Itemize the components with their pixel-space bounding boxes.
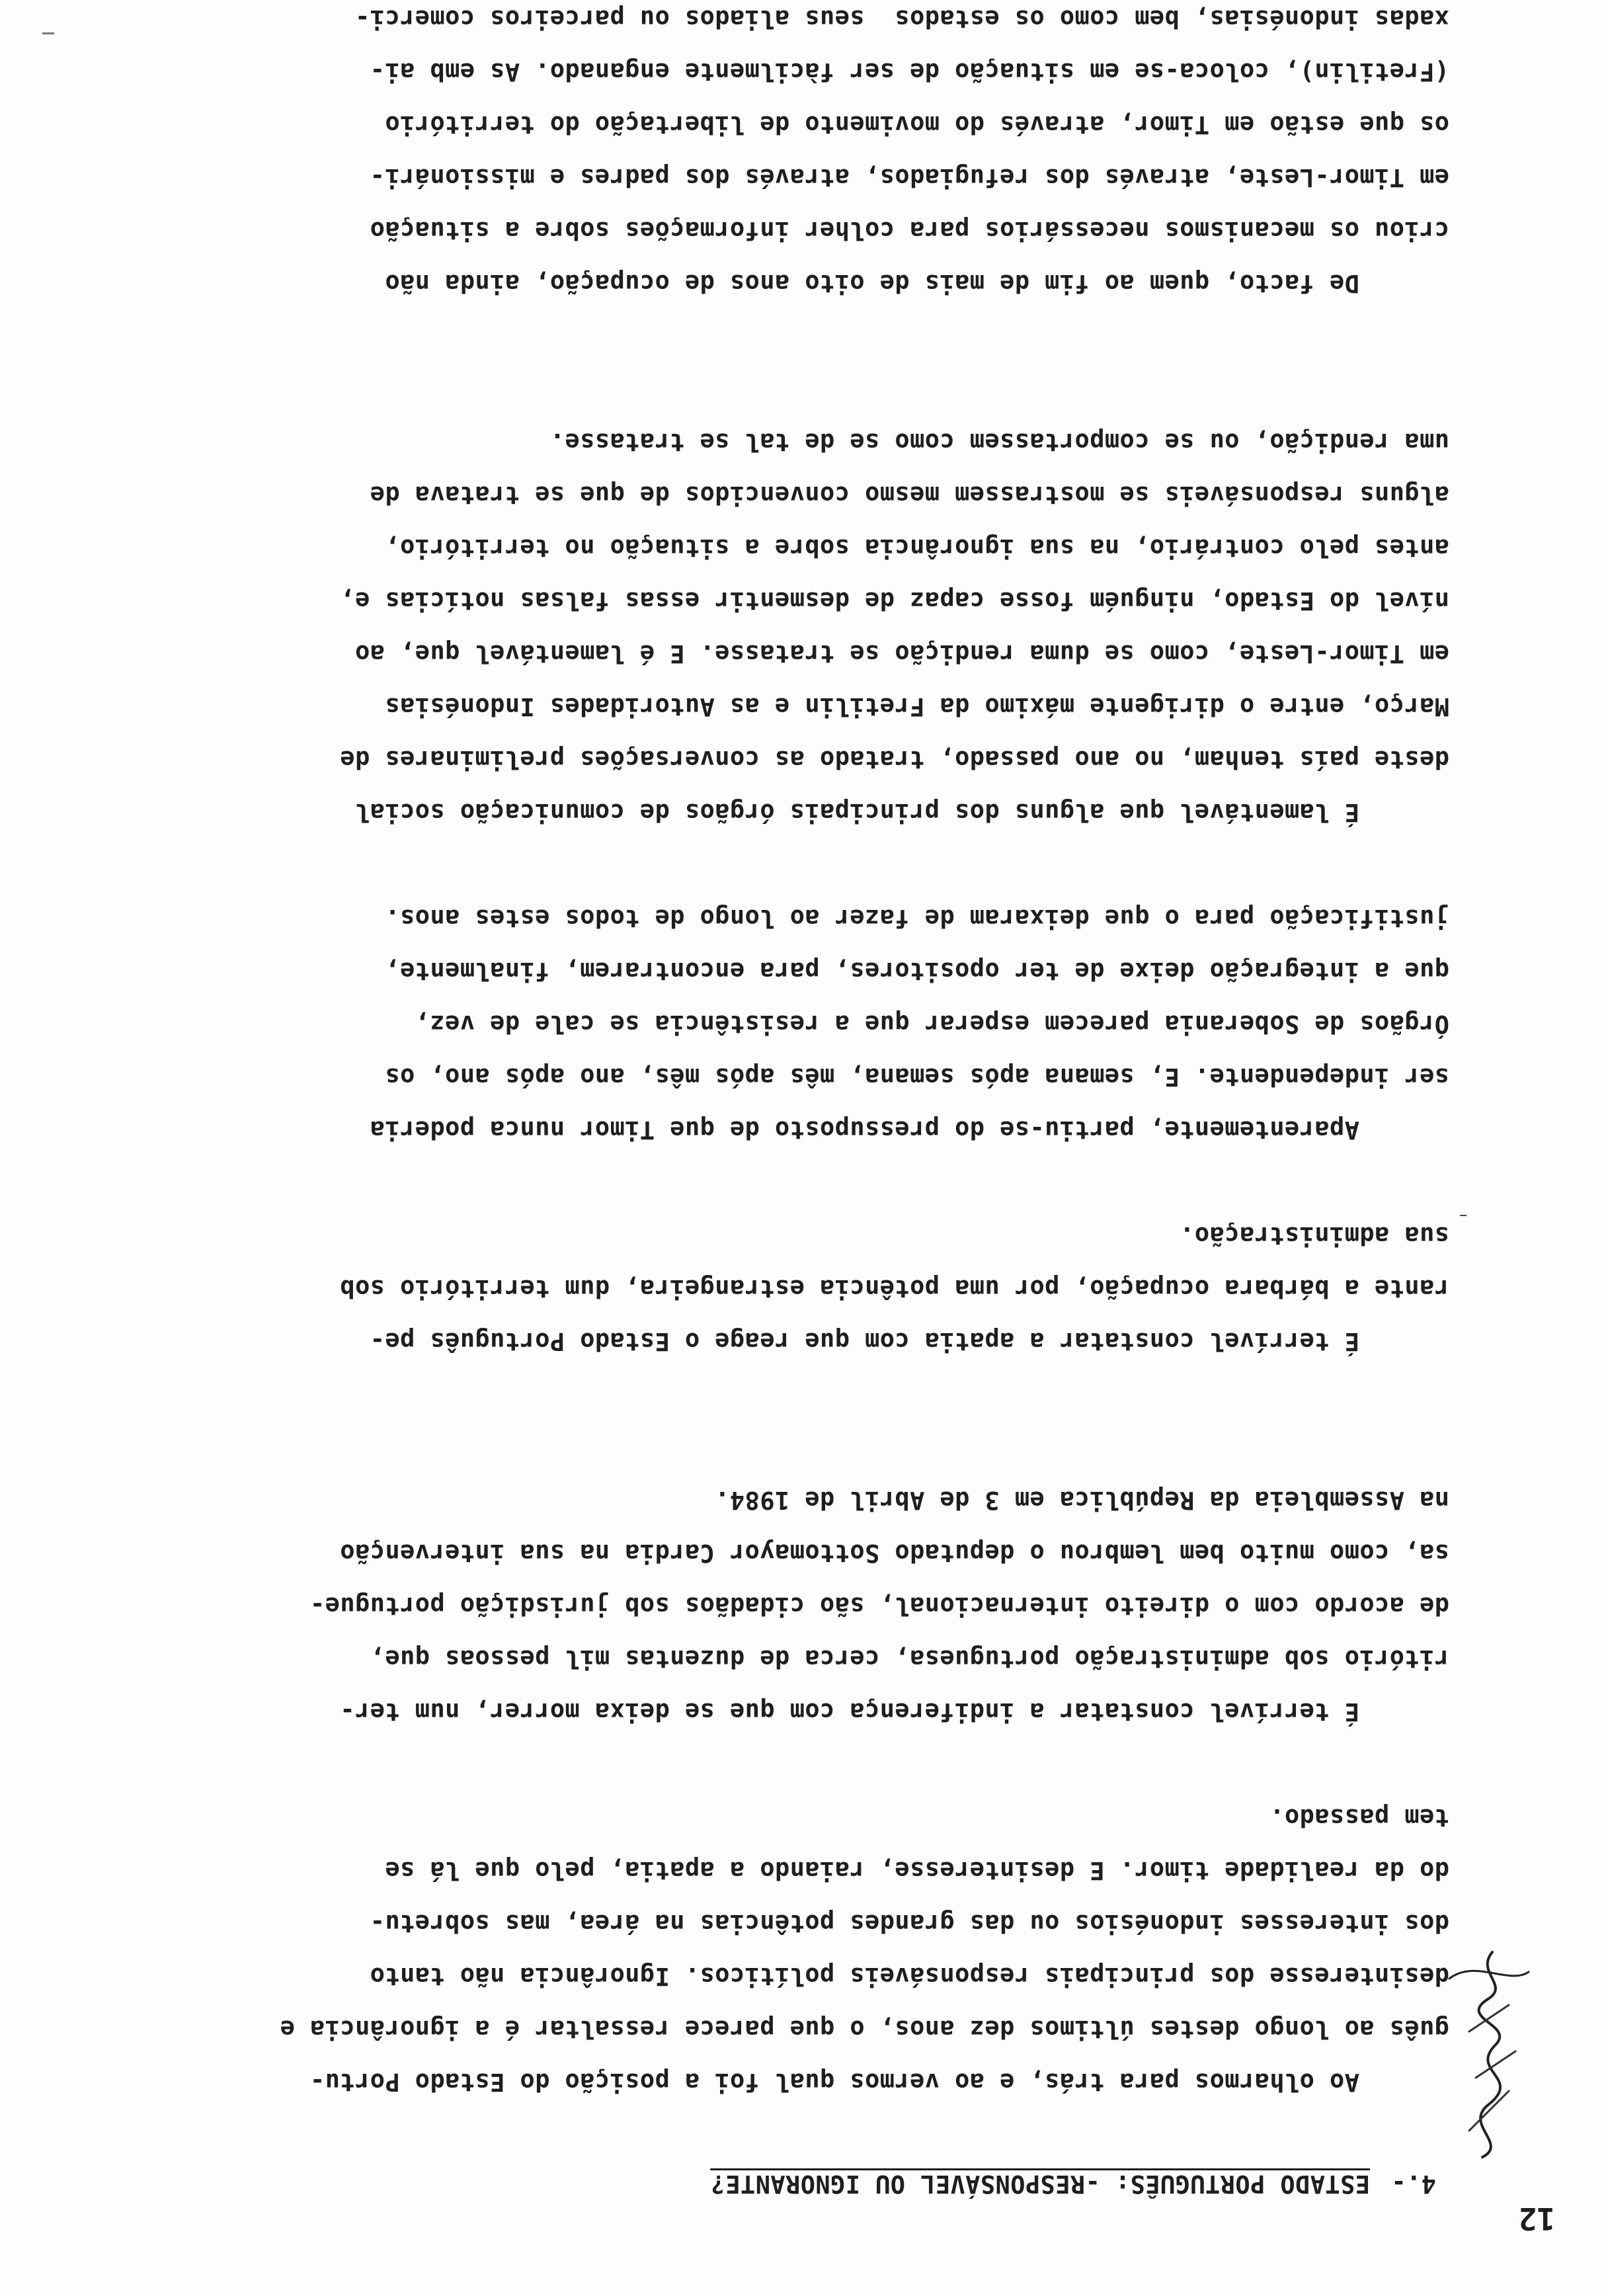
paragraph-5: [127, 362, 1449, 839]
text-line: É lamentável que alguns dos principais órgãos de comunicação social: [354, 798, 1449, 827]
text-line: De facto, quem ao fim de mais de oito anos de ocupação, ainda não: [385, 269, 1449, 298]
margin-stroke-mark: [42, 32, 54, 34]
text-line: que a integração deixe de ter opositores, para encontrarem, finalmente,: [385, 957, 1449, 985]
text-line: na Assembleia da República em 3 de Abril de 1984.: [714, 1486, 1449, 1514]
paragraph-3: [127, 1209, 1449, 1368]
text-line: em Timor-Leste, como se duma rendição se tratasse. E é lamentável que, ao: [354, 639, 1449, 668]
text-line: criou os mecanismos necessários para colher informações sobre a situação: [370, 216, 1449, 245]
text-line: tem passado.: [1269, 1803, 1449, 1832]
text-line: em Timor-Leste, através dos refugiados, através dos padres e missionári-: [370, 163, 1449, 192]
text-line: deste país tenham, no ano passado, tratado as conversações preliminares de: [339, 745, 1449, 774]
handwritten-signature: [1436, 1946, 1548, 2170]
text-line: nível do Estado, ninguém fosse capaz de desmentir essas falsas notícias e,: [339, 587, 1449, 615]
text-line: uma rendição, ou se comportassem como se de tal se tratasse.: [549, 428, 1449, 456]
text-line: desinteresse dos principais responsáveis políticos. Ignorância não tanto: [370, 1962, 1449, 1990]
text-line: xadas indonésias, bem como os estados seus aliados ou parceiros comerci-: [354, 5, 1449, 33]
section-heading: [127, 2157, 1449, 2210]
text-line: Aparentemente, partiu-se do pressuposto de que Timor nunca poderia: [370, 1116, 1449, 1144]
text-line: É terrível constatar a indiferença com que se deixa morrer, num ter-: [339, 1698, 1449, 1726]
section-number: 4.-: [1390, 2170, 1436, 2198]
text-line: antes pelo contrário, na sua ignorância sobre a situação no território,: [385, 534, 1449, 562]
text-line: ser independente. E, semana após semana, mês após mês, ano após ano, os: [385, 1063, 1449, 1091]
section-title: ESTADO PORTUGUÊS: -RESPONSÁVEL OU IGNORANTE?: [710, 2170, 1370, 2198]
text-line: Março, entre o dirigente máximo da Fretilin e as Autoridades Indonésias: [385, 692, 1449, 721]
document-body: [127, 0, 1449, 2210]
text-line: alguns responsáveis se mostrassem mesmo convencidos de que se tratava de: [370, 481, 1449, 509]
text-line: os que estão em Timor, através do movimento de libertação do território: [385, 110, 1449, 139]
text-line: dos interesses indonésios ou das grandes potências na área, mas sobretu-: [370, 1909, 1449, 1938]
page-number: 12: [1518, 2201, 1555, 2236]
text-line: Ao olharmos para trás, e ao vermos qual foi a posição do Estado Portu-: [309, 2068, 1449, 2096]
text-line: É terrível constatar a apatia com que reage o Estado Português pe-: [370, 1327, 1449, 1356]
margin-dash-mark: [1460, 1215, 1467, 1216]
text-line: guês ao longo destes últimos dez anos, o que parece ressaltar é a ignorância e: [280, 2015, 1449, 2043]
text-line: justificação para o que deixaram de fazer ao longo de todos estes anos.: [385, 904, 1449, 932]
paragraph-2: [127, 1420, 1449, 1738]
text-line: rante a bárbara ocupação, por uma potência estrangeira, dum território sob: [339, 1274, 1449, 1303]
text-line: [127, 1420, 1449, 1473]
paragraph-1: [127, 1791, 1449, 2108]
text-line: do da realidade timor. E desinteresse, raiando a apatia, pelo que lá se: [385, 1856, 1449, 1885]
text-line: de acordo com o direito internacional, são cidadãos sob jurisdição portugue-: [309, 1592, 1449, 1620]
paragraph-6: [127, 0, 1449, 309]
text-line: [127, 362, 1449, 415]
text-line: ritório sob administração portuguesa, cerca de duzentas mil pessoas que,: [370, 1645, 1449, 1673]
paragraph-4: [127, 891, 1449, 1156]
text-line: (Fretilin), coloca-se em situação de ser fàcilmente enganado. As emb ai-: [370, 58, 1449, 86]
text-line: sa, como muito bem lembrou o deputado Sottomayor Cardia na sua intervenção: [339, 1539, 1449, 1567]
text-line: Órgãos de Soberania parecem esperar que a resistência se cale de vez,: [415, 1010, 1449, 1038]
text-line: sua administração.: [1179, 1221, 1449, 1250]
